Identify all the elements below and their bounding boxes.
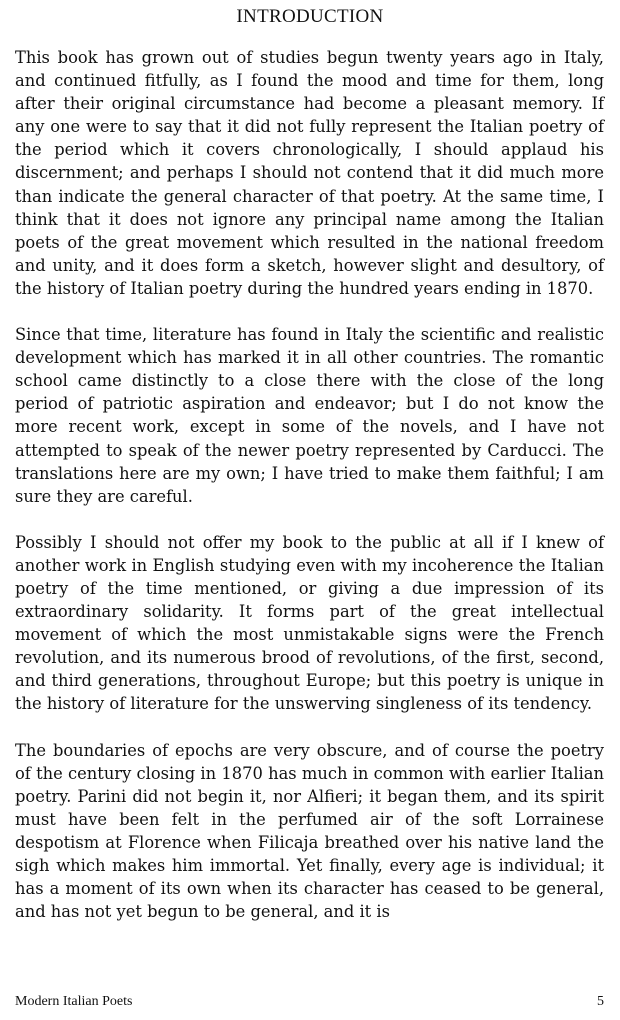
paragraph-4: The boundaries of epochs are very obscure, and of course the poetry of the century closing in 1870 has much in common with earlier Italian poetry. Parini did not begin it, nor Alfieri; it began them, and its spirit must have been felt in the perfumed air of the soft Lorrainese despotism at Florence when Filicaja breathed over his native land the sigh which makes him immortal. Yet finally, every age is individual; it has a moment of its own when its character has ceased to be general, and has not yet begun to be general, and it is <box>15 740 604 922</box>
paragraph-3: Possibly I should not offer my book to the public at all if I knew of another work in English studying even with my incoherence the Italian poetry of the time mentioned, or giving a due impression of its extraordinary solidarity. It forms part of the great intellectual movement of which the most unmistakable signs were the French revolution, and its numerous brood of revolutions, of the first, second, and third generations, throughout Europe; but this poetry is unique in the history of literature for the unswerving singleness of its tendency. <box>15 532 604 714</box>
footer-book-title: Modern Italian Poets <box>15 994 133 1009</box>
page-title: INTRODUCTION <box>236 6 384 27</box>
paragraph-1: This book has grown out of studies begun twenty years ago in Italy, and continued fitfully, as I found the mood and time for them, long after their original circumstance had become a pleasant memory. If any one were to say that it did not fully represent the Italian poetry of the period which it covers chronologically, I should applaud his discernment; and perhaps I should not contend that it did much more than indicate the general character of that poetry. At the same time, I think that it does not ignore any principal name among the Italian poets of the great movement which resulted in the national freedom and unity, and it does form a sketch, however slight and desultory, of the history of Italian poetry during the hundred years ending in 1870. <box>15 48 604 298</box>
footer-page-number: 5 <box>597 994 604 1009</box>
body-text <box>15 46 604 946</box>
paragraph-2: Since that time, literature has found in Italy the scientific and realistic development which has marked it in all other countries. The romantic school came distinctly to a close there with the close of the long period of patriotic aspiration and endeavor; but I do not know the more recent work, except in some of the novels, and I have not attempted to speak of the newer poetry represented by Carducci. The translations here are my own; I have tried to make them faithful; I am sure they are careful. <box>15 325 604 506</box>
